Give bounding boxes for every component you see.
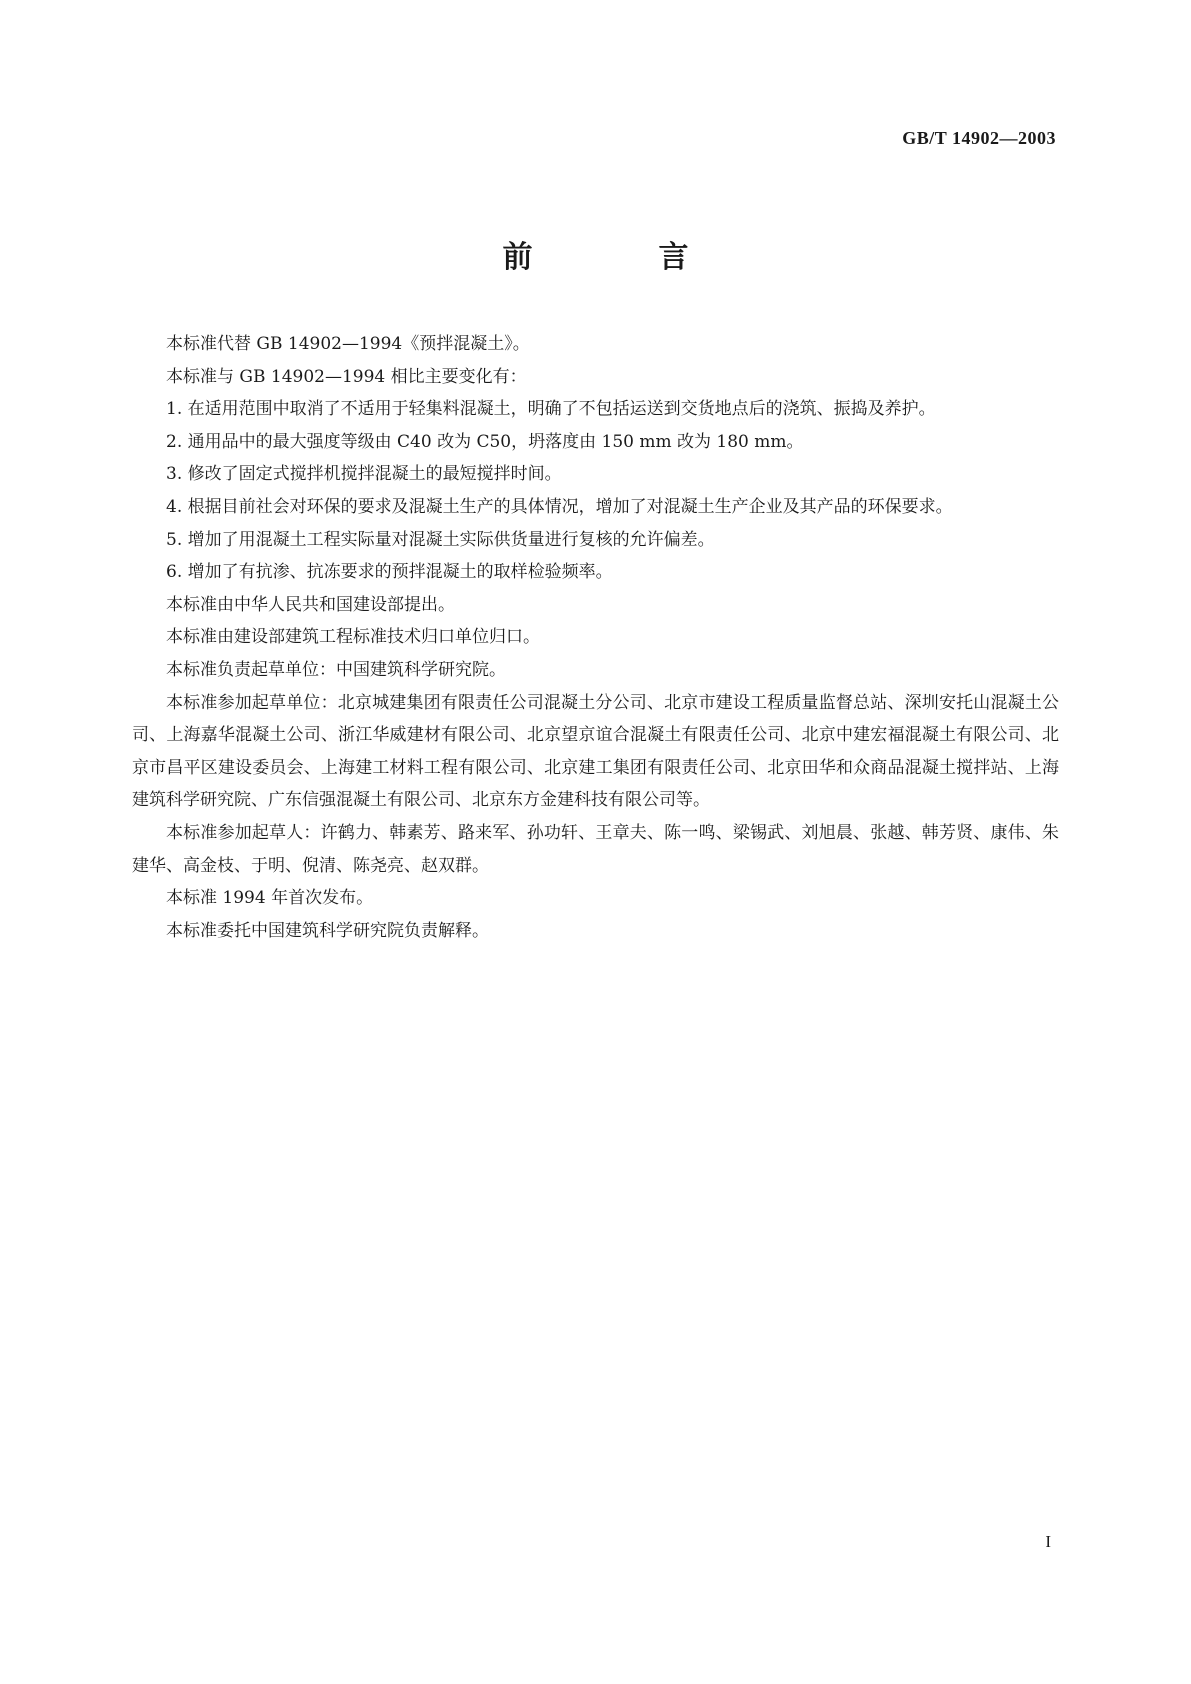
- paragraph: 1. 在适用范围中取消了不适用于轻集料混凝土，明确了不包括运送到交货地点后的浇筑、振捣及养护。: [166, 399, 936, 420]
- paragraph: 3. 修改了固定式搅拌机搅拌混凝土的最短搅拌时间。: [166, 464, 562, 485]
- paragraph: 本标准与 GB 14902—1994 相比主要变化有：: [166, 366, 527, 387]
- page-number: I: [1045, 1532, 1051, 1551]
- paragraph: 本标准参加起草单位：北京城建集团有限责任公司混凝土分公司、北京市建设工程质量监督总站、深圳安托山混凝土公司、上海嘉华混凝土公司、浙江华威建材有限公司、北京望京谊合混凝土有限责任公司、北京中建宏福混凝土有限公司、北京市昌平区建设委员会、上海建工材料工程有限公司、北京建工集团有限责任公司、北京田华和众商品混凝土搅拌站、上海建筑科学研究院、广东信强混凝土有限公司、北京东方金建科技有限公司等。: [132, 692, 1059, 811]
- paragraph: 4. 根据目前社会对环保的要求及混凝土生产的具体情况，增加了对混凝土生产企业及其产品的环保要求。: [166, 496, 953, 517]
- paragraph: 5. 增加了用混凝土工程实际量对混凝土实际供货量进行复核的允许偏差。: [166, 529, 715, 550]
- paragraph: 6. 增加了有抗渗、抗冻要求的预拌混凝土的取样检验频率。: [166, 562, 613, 583]
- paragraph: 本标准 1994 年首次发布。: [166, 888, 374, 909]
- standard-code: GB/T 14902—2003: [902, 128, 1056, 148]
- paragraph: 2. 通用品中的最大强度等级由 C40 改为 C50，坍落度由 150 mm 改为 180 mm。: [166, 431, 804, 452]
- page-title: 前 言: [502, 240, 737, 275]
- paragraph: 本标准委托中国建筑科学研究院负责解释。: [166, 920, 489, 941]
- paragraph: 本标准代替 GB 14902—1994《预拌混凝土》。: [166, 334, 530, 354]
- paragraph: 本标准由中华人民共和国建设部提出。: [166, 594, 455, 615]
- paragraph: 本标准负责起草单位：中国建筑科学研究院。: [166, 659, 506, 680]
- foreword-body: [132, 328, 1059, 947]
- paragraph: 本标准由建设部建筑工程标准技术归口单位归口。: [166, 627, 540, 648]
- paragraph: 本标准参加起草人：许鹤力、韩素芳、路来军、孙功轩、王章夫、陈一鸣、梁锡武、刘旭晨、张越、韩芳贤、康伟、朱建华、高金枝、于明、倪清、陈尧亮、赵双群。: [132, 822, 1059, 876]
